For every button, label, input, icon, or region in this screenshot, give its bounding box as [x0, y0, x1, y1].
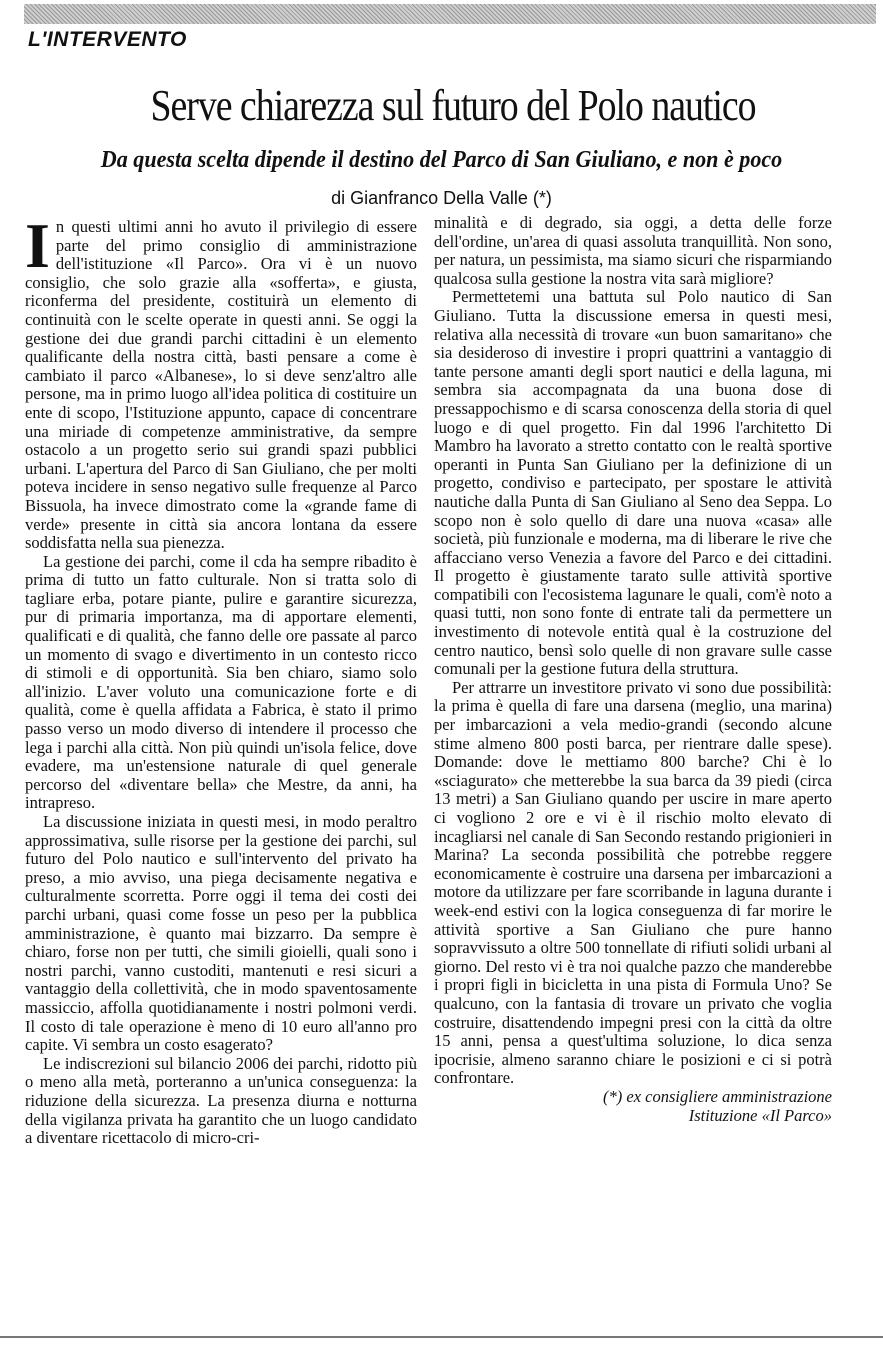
paragraph [25, 210, 417, 553]
article-headline: Serve chiarezza sul futuro del Polo nautico [150, 81, 756, 130]
paragraph: minalità e di degrado, sia oggi, a detta delle forze dell'ordine, un'area di quasi assoluta tranquillità. Non sono, per natura, un pessimista, ma siamo sicuri che risparmiando qualcosa sulla gestione la nostra vita sarà migliore? [434, 213, 832, 288]
drop-cap: I [25, 210, 50, 281]
left-column [25, 210, 417, 1148]
article-subtitle: Da questa scelta dipende il destino del Parco di San Giuliano, e non è poco [100, 147, 783, 173]
article-byline: di Gianfranco Della Valle (*) [331, 188, 552, 208]
footnote-line: Istituzione «Il Parco» [688, 1105, 832, 1125]
paragraph: Le indiscrezioni sul bilancio 2006 dei parchi, ridotto più o meno alla metà, porteranno a un'unica conseguenza: la riduzione della sicurezza. La presenza diurna e notturna della vigilanza privata ha garantito che un luogo candidato a diventare ricettacolo di micro-cri- [25, 1053, 417, 1148]
paragraph-text: n questi ultimi anni ho avuto il privilegio di essere parte del primo consiglio di amministrazione dell'istituzione «Il Parco». Ora vi è un nuovo consiglio, che solo grazie alla «sofferta», e giusta, riconferma del presidente, costituirà un elemento di continuità con le scelte operate in questi anni. Se oggi la gestione dei due grandi parchi cittadini è un elemento qualificante della nostra città, basti pensare a come è cambiato il parco «Albanese», lo si deve senz'altro alle persone, ma in primo luogo all'idea politica di costituire un ente di scopo, l'Istituzione appunto, capace di concentrare una miriade di competenze amministrative, da sempre ostacolo a un progetto serio sui grandi spazi pubblici urbani. L'apertura del Parco di San Giuliano, che per molti poteva incidere in senso negativo sulle frequenze al Parco Bissuola, ha invece dimostrato come la «grande fame di verde» presente in città sia ancora lontana da essere soddisfatta nella sua pienezza. [25, 217, 417, 553]
paragraph: La gestione dei parchi, come il cda ha sempre ribadito è prima di tutto un fatto culturale. Non si tratta solo di tagliare erba, potare piante, pulire e garantire sicurezza, pur di primaria importanza, ma di apportare elementi, qualificati e di qualità, che fanno delle ore passate al parco un momento di svago e divertimento in un contesto ricco di stimoli e di opportunità. Sia ben chiaro, siamo solo all'inizio. L'aver voluto una comunicazione forte e di qualità, come è quella affidata a Fabrica, è stato il primo passo verso un modo diverso di intendere il processo che lega i parchi alla città. Non più quindi un'isola felice, dove evadere, ma un'estensione naturale di quel generale percorso del «diventare bella» che Mestre, da anni, ha intrapreso. [25, 551, 417, 813]
author-footnote [434, 1088, 832, 1125]
paragraph: Per attrarre un investitore privato vi sono due possibilità: la prima è quella di fare una darsena (meglio, una marina) per imbarcazioni a vela medio-grandi (secondo alcune stime almeno 800 posti barca, per rientrare dalle spese). Domande: dove le mettiamo 800 barche? Chi è lo «sciagurato» che metterebbe la sua barca da 39 piedi (circa 13 metri) a San Giuliano quando per uscire in mare aperto ci vogliono 2 ore e vi è il rischio molto elevato di incagliarsi nel canale di San Secondo restando prigionieri in Marina? La seconda possibilità che potrebbe reggere economicamente è costruire una darsena per imbarcazioni a motore da utilizzare per fare scorribande in laguna durante i week-end estivi con la logica conseguenza di far morire le attività sportive a San Giuliano che pure hanno sopravvissuto a oltre 500 tonnellate di rifiuti solidi urbani al giorno. Del resto vi è tra noi qualche pazzo che manderebbe i propri figli in bicicletta in una pista di Formula Uno? Se qualcuno, con la fantasia di trovare un privato che voglia costruire, disattendendo impegni presi con la città da oltre 15 anni, pensa a quest'ultima soluzione, lo dica senza ipocrisie, almeno saranno chiare le posizioni e ci si potrà confrontare. [434, 677, 832, 1088]
top-pattern-bar [24, 4, 876, 24]
right-column [434, 214, 832, 1125]
footnote-line: (*) ex consigliere amministrazione [603, 1086, 832, 1106]
paragraph: La discussione iniziata in questi mesi, in modo peraltro approssimativa, sulle risorse per la gestione dei parchi, sul futuro del Polo nautico e sull'intervento del privato ha preso, a mio avviso, una piega decisamente negativa e culturalmente scorretta. Porre oggi il tema dei costi dei parchi urbani, quasi come fosse un peso per la pubblica amministrazione, è quanto mai bizzarro. Da sempre è chiaro, forse non per tutti, che simili gioielli, quali sono i nostri parchi, vanno custoditi, mantenuti e resi sicuri a vantaggio della collettività, che in modo spaventosamente massiccio, affolla quotidianamente i nostri polmoni verdi. Il costo di tale operazione è meno di 10 euro all'anno pro capite. Vi sembra un costo esagerato? [25, 812, 417, 1055]
paragraph: Permettetemi una battuta sul Polo nautico di San Giuliano. Tutta la discussione emersa in questi mesi, relativa alla necessità di trovare «un buon samaritano» che sia desideroso di investire i propri quattrini a vantaggio di tante persone amanti degli sport nautici e della laguna, mi sembra sia accompagnata da una buona dose di pressappochismo e di scarsa conoscenza della storia di quel luogo e di quel progetto. Fin dal 1996 l'architetto Di Mambro ha lavorato a stretto contatto con le realtà sportive operanti in Punta San Giuliano per la definizione di un progetto, condiviso e partecipato, per spostare le attività nautiche dalla Punta di San Giuliano al Seno dea Seppa. Lo scopo non è solo quello di dare una nuova «casa» alle società, più funzionale e moderna, ma di liberare le rive che affacciano verso Venezia a favore del Parco e dei cittadini. Il progetto è giustamente tarato sulle attività sportive compatibili con l'ecosistema lagunare le quali, com'è noto a quasi tutti, non sono fonte di entrate tali da permettere un investimento di notevole entità qual è la costruzione del centro nautico, bensì solo quelle di non gravare sulle casse comunali per la gestione futura della struttura. [434, 287, 832, 679]
section-kicker: L'INTERVENTO [28, 28, 187, 51]
bottom-rule [0, 1336, 883, 1338]
